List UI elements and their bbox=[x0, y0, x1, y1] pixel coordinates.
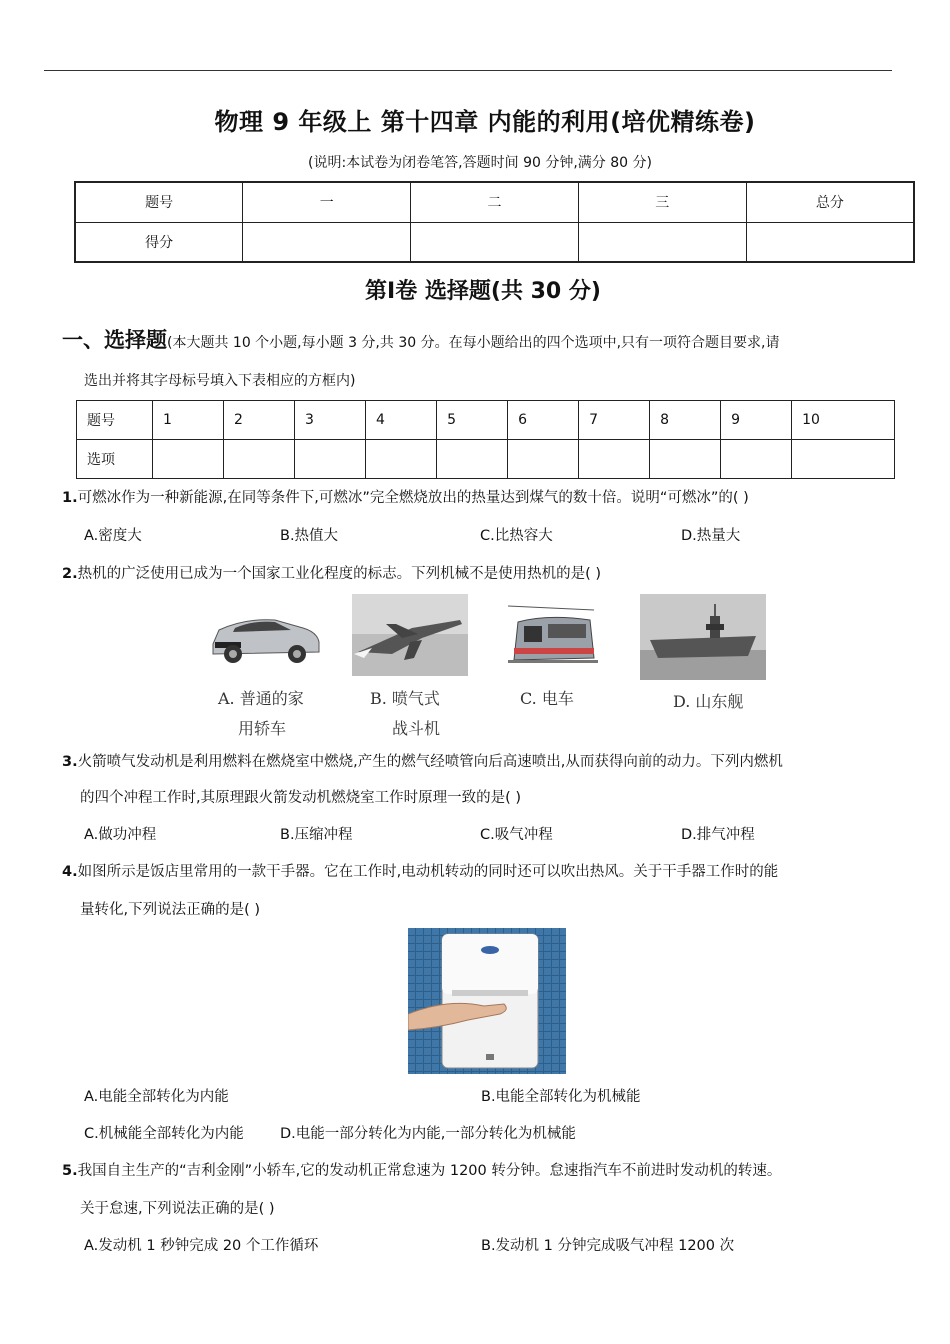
score-cell: 二 bbox=[411, 182, 579, 222]
q3-option-d[interactable]: D.排气冲程 bbox=[681, 827, 755, 843]
question-4-cont: 量转化,下列说法正确的是( ) bbox=[80, 902, 261, 918]
answer-number: 5 bbox=[437, 401, 508, 440]
answer-number: 9 bbox=[721, 401, 792, 440]
answer-number: 6 bbox=[508, 401, 579, 440]
answer-input-cell[interactable] bbox=[792, 440, 895, 479]
question-3-cont: 的四个冲程工作时,其原理跟火箭发动机燃烧室工作时原理一致的是( ) bbox=[80, 790, 522, 806]
score-table-score-row bbox=[75, 222, 914, 262]
score-table-header-row bbox=[75, 182, 914, 222]
question-5-cont: 关于怠速,下列说法正确的是( ) bbox=[80, 1201, 275, 1217]
caption-tram: C. 电车 bbox=[520, 689, 574, 708]
q3-option-c[interactable]: C.吸气冲程 bbox=[480, 827, 553, 843]
answer-table bbox=[76, 400, 895, 479]
question-3 bbox=[62, 750, 783, 771]
score-cell: 总分 bbox=[746, 182, 914, 222]
part1-instruction: (本大题共 10 个小题,每小题 3 分,共 30 分。在每小题给出的四个选项中,只有一项符合题目要求,请 bbox=[167, 335, 780, 351]
caption-car-1: A. 普通的家 bbox=[218, 689, 304, 708]
answer-number: 3 bbox=[295, 401, 366, 440]
question-2 bbox=[62, 562, 601, 583]
hand-dryer-image bbox=[408, 928, 566, 1074]
q1-option-d[interactable]: D.热量大 bbox=[681, 528, 741, 544]
answer-input-cell[interactable] bbox=[153, 440, 224, 479]
answer-input-cell[interactable] bbox=[721, 440, 792, 479]
car-image bbox=[205, 598, 325, 670]
answer-number: 8 bbox=[650, 401, 721, 440]
caption-ship: D. 山东舰 bbox=[673, 692, 744, 711]
caption-jet-2: 战斗机 bbox=[392, 719, 441, 738]
question-text: 热机的广泛使用已成为一个国家工业化程度的标志。下列机械不是使用热机的是( ) bbox=[77, 566, 602, 582]
answer-number: 4 bbox=[366, 401, 437, 440]
score-cell: 三 bbox=[578, 182, 746, 222]
score-cell: 得分 bbox=[75, 222, 243, 262]
q3-option-a[interactable]: A.做功冲程 bbox=[84, 827, 157, 843]
question-number: 2. bbox=[62, 566, 78, 582]
q4-option-a[interactable]: A.电能全部转化为内能 bbox=[84, 1089, 229, 1105]
q5-option-a[interactable]: A.发动机 1 秒钟完成 20 个工作循环 bbox=[84, 1238, 319, 1254]
answer-number: 1 bbox=[153, 401, 224, 440]
answer-input-cell[interactable] bbox=[650, 440, 721, 479]
answer-table-label: 题号 bbox=[77, 401, 153, 440]
section-title: 第Ⅰ卷 选择题(共 30 分) bbox=[365, 279, 601, 304]
question-number: 4. bbox=[62, 864, 78, 880]
q4-option-d[interactable]: D.电能一部分转化为内能,一部分转化为机械能 bbox=[280, 1126, 576, 1142]
q1-option-b[interactable]: B.热值大 bbox=[280, 528, 339, 544]
score-input-cell[interactable] bbox=[578, 222, 746, 262]
exam-note: (说明:本试卷为闭卷笔答,答题时间 90 分钟,满分 80 分) bbox=[308, 155, 652, 171]
part1-instruction-cont: 选出并将其字母标号填入下表相应的方框内) bbox=[84, 373, 356, 389]
part1-heading bbox=[62, 324, 780, 354]
score-table bbox=[74, 181, 915, 263]
question-number: 1. bbox=[62, 490, 78, 506]
score-input-cell[interactable] bbox=[411, 222, 579, 262]
aircraft-carrier-image bbox=[640, 594, 766, 680]
tram-image bbox=[498, 596, 604, 674]
score-cell: 题号 bbox=[75, 182, 243, 222]
question-text: 如图所示是饭店里常用的一款干手器。它在工作时,电动机转动的同时还可以吹出热风。关于干手器工作时的能 bbox=[77, 864, 779, 880]
q5-option-b[interactable]: B.发动机 1 分钟完成吸气冲程 1200 次 bbox=[481, 1238, 735, 1254]
answer-input-cell[interactable] bbox=[224, 440, 295, 479]
q4-option-c[interactable]: C.机械能全部转化为内能 bbox=[84, 1126, 244, 1142]
answer-number: 2 bbox=[224, 401, 295, 440]
q1-option-c[interactable]: C.比热容大 bbox=[480, 528, 553, 544]
page-title: 物理 9 年级上 第十四章 内能的利用(培优精练卷) bbox=[214, 108, 756, 136]
answer-table-number-row bbox=[77, 401, 895, 440]
answer-number: 10 bbox=[792, 401, 895, 440]
caption-jet-1: B. 喷气式 bbox=[370, 689, 440, 708]
score-input-cell[interactable] bbox=[746, 222, 914, 262]
answer-number: 7 bbox=[579, 401, 650, 440]
answer-input-cell[interactable] bbox=[437, 440, 508, 479]
question-1 bbox=[62, 486, 749, 507]
q1-option-a[interactable]: A.密度大 bbox=[84, 528, 142, 544]
question-text: 我国自主生产的“吉利金刚”小轿车,它的发动机正常怠速为 1200 转分钟。怠速指汽车不前进时发动机的转速。 bbox=[77, 1163, 782, 1179]
caption-car-2: 用轿车 bbox=[238, 719, 287, 738]
question-5 bbox=[62, 1159, 781, 1180]
answer-input-cell[interactable] bbox=[295, 440, 366, 479]
question-text: 火箭喷气发动机是利用燃料在燃烧室中燃烧,产生的燃气经喷管向后高速喷出,从而获得向前的动力。下列内燃机 bbox=[77, 754, 783, 770]
part1-heading-label: 一、选择题 bbox=[62, 328, 167, 352]
answer-table-option-row bbox=[77, 440, 895, 479]
jet-fighter-image bbox=[352, 594, 468, 676]
score-input-cell[interactable] bbox=[243, 222, 411, 262]
answer-input-cell[interactable] bbox=[366, 440, 437, 479]
answer-table-label: 选项 bbox=[77, 440, 153, 479]
question-text: 可燃冰作为一种新能源,在同等条件下,可燃冰”完全燃烧放出的热量达到煤气的数十倍。说明“可燃冰”的( ) bbox=[77, 490, 749, 506]
answer-input-cell[interactable] bbox=[579, 440, 650, 479]
question-number: 3. bbox=[62, 754, 78, 770]
q4-option-b[interactable]: B.电能全部转化为机械能 bbox=[481, 1089, 641, 1105]
answer-input-cell[interactable] bbox=[508, 440, 579, 479]
top-rule bbox=[44, 70, 892, 71]
question-number: 5. bbox=[62, 1163, 78, 1179]
question-4 bbox=[62, 860, 778, 881]
q3-option-b[interactable]: B.压缩冲程 bbox=[280, 827, 353, 843]
score-cell: 一 bbox=[243, 182, 411, 222]
